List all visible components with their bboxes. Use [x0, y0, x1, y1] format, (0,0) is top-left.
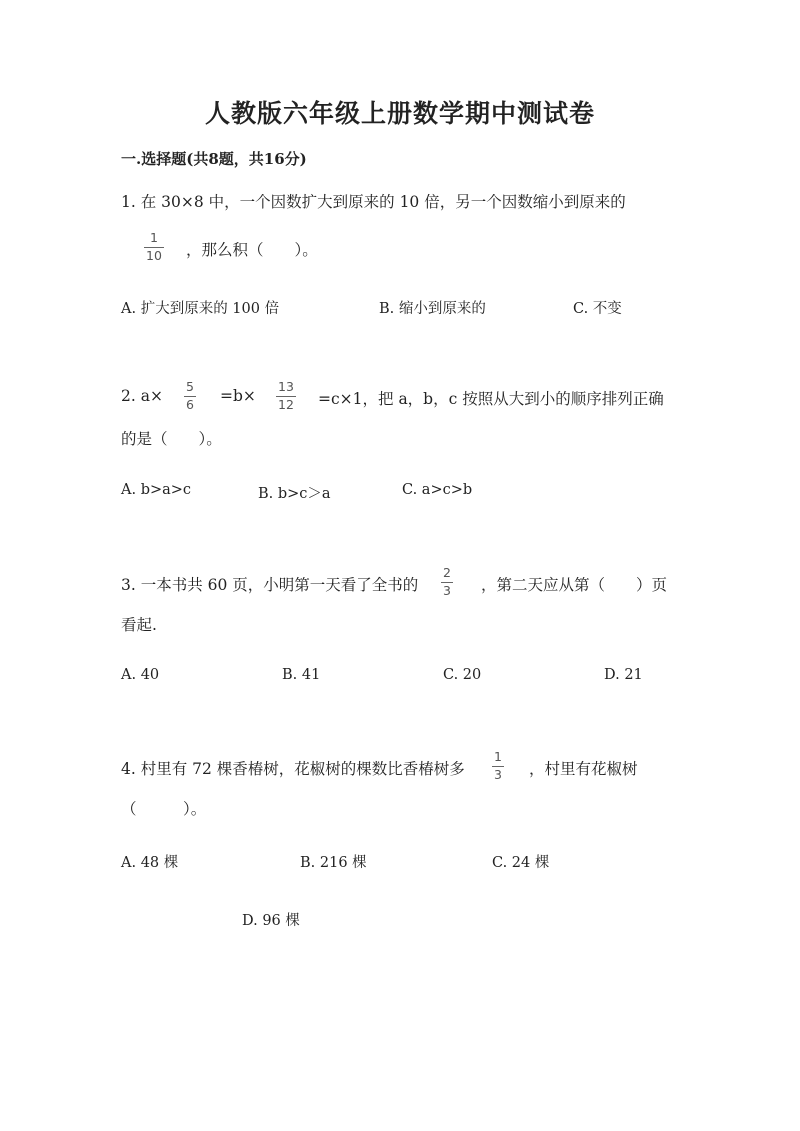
question-2-mid: =b× [220, 387, 256, 405]
question-3-option-b[interactable]: B. 41 [282, 667, 321, 683]
page-title: 人教版六年级上册数学期中测试卷 [204, 99, 595, 128]
question-4-option-a[interactable]: A. 48 棵 [121, 855, 179, 871]
section-heading: 一.选择题(共8题，共16分) [121, 150, 307, 168]
question-4-continuation: （ ）。 [121, 800, 207, 818]
question-2-continuation: 的是（ ）。 [121, 430, 222, 448]
question-2-fraction-2 [276, 381, 296, 411]
question-1-option-b[interactable]: B. 缩小到原来的 [379, 301, 486, 317]
question-4-option-d[interactable]: D. 96 棵 [242, 913, 300, 929]
fraction-denominator: 3 [494, 766, 502, 782]
fraction-denominator: 6 [186, 396, 194, 412]
question-1-continuation: ，那么积（ ）。 [186, 241, 318, 259]
fraction-numerator: 13 [278, 379, 294, 394]
question-3-option-d[interactable]: D. 21 [604, 667, 643, 683]
question-3-prefix: 3. 一本书共 60 页，小明第一天看了全书的 [121, 576, 419, 594]
question-4-option-c[interactable]: C. 24 棵 [492, 855, 550, 871]
question-3-fraction [441, 567, 453, 597]
question-1-option-a[interactable]: A. 扩大到原来的 100 倍 [121, 301, 280, 317]
fraction-denominator: 3 [443, 582, 451, 598]
fraction-numerator: 1 [494, 749, 502, 764]
question-3-continuation: 看起. [121, 616, 157, 634]
question-1-option-c[interactable]: C. 不变 [573, 301, 622, 317]
question-4-prefix: 4. 村里有 72 棵香椿树，花椒树的棵数比香椿树多 [121, 760, 465, 778]
question-3-option-a[interactable]: A. 40 [121, 667, 160, 683]
fraction-numerator: 2 [443, 565, 451, 580]
question-3-suffix: ，第二天应从第（ ）页 [481, 576, 668, 594]
fraction-denominator: 12 [278, 396, 294, 412]
question-2-fraction-1 [184, 381, 196, 411]
fraction-denominator: 10 [146, 247, 162, 263]
fraction-numerator: 1 [149, 230, 158, 245]
question-2-suffix: =c×1，把 a，b，c 按照从大到小的顺序排列正确 [318, 390, 664, 408]
fraction-numerator: 5 [186, 379, 194, 394]
question-3-option-c[interactable]: C. 20 [443, 667, 482, 683]
question-2-option-b[interactable]: B. b>c＞a [258, 486, 331, 502]
question-1-text: 1. 在 30×8 中，一个因数扩大到原来的 10 倍，另一个因数缩小到原来的 [121, 193, 626, 211]
question-1-fraction [144, 232, 164, 262]
question-4-fraction [492, 751, 504, 781]
question-2-prefix: 2. a× [121, 387, 163, 405]
question-2-option-a[interactable]: A. b>a>c [121, 482, 192, 498]
question-4-option-b[interactable]: B. 216 棵 [300, 855, 367, 871]
question-2-option-c[interactable]: C. a>c>b [402, 482, 473, 498]
question-4-suffix: ，村里有花椒树 [529, 760, 638, 778]
